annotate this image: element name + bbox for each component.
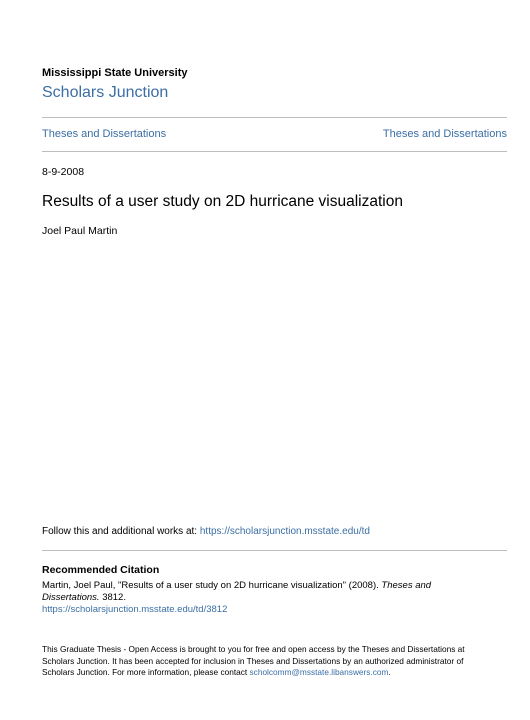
breadcrumb-left[interactable]: Theses and Dissertations [42,128,167,140]
document-author: Joel Paul Martin [42,225,118,237]
citation-text [42,580,507,616]
repository-link[interactable]: Scholars Junction [42,84,169,101]
contact-email-link[interactable]: scholcomm@msstate.libanswers.com [249,667,389,677]
university-name: Mississippi State University [42,67,188,79]
document-date: 8-9-2008 [42,166,85,178]
follow-link[interactable]: https://scholarsjunction.msstate.edu/td [199,526,370,537]
citation-line1: Martin, Joel Paul, "Results of a user study on 2D hurricane visualization" (2008). [42,580,382,591]
citation-link[interactable]: https://scholarsjunction.msstate.edu/td/3812 [42,604,228,615]
footer-notice [42,644,512,679]
citation-number: 3812. [99,592,126,603]
footer-line-1: This Graduate Thesis - Open Access is brought to you for free and open access by the Theses and Dissertations at [42,644,465,654]
footer-line-3: Scholars Junction. For more information, please contact [42,667,250,677]
citation-journal-a: Theses and [381,580,432,591]
footer-line-2: Scholars Junction. It has been accepted for inclusion in Theses and Dissertations by an authorized administrator of [42,655,464,666]
breadcrumb-right[interactable]: Theses and Dissertations [382,128,507,140]
divider-top [42,117,507,118]
citation-journal-b: Dissertations. [42,592,100,603]
document-title: Results of a user study on 2D hurricane visualization [42,193,403,210]
citation-heading: Recommended Citation [42,564,160,576]
footer-end: . [388,667,391,677]
divider-citation [42,550,507,551]
follow-text: Follow this and additional works at: [42,526,200,537]
follow-line [42,526,370,537]
divider-breadcrumb [42,151,507,152]
